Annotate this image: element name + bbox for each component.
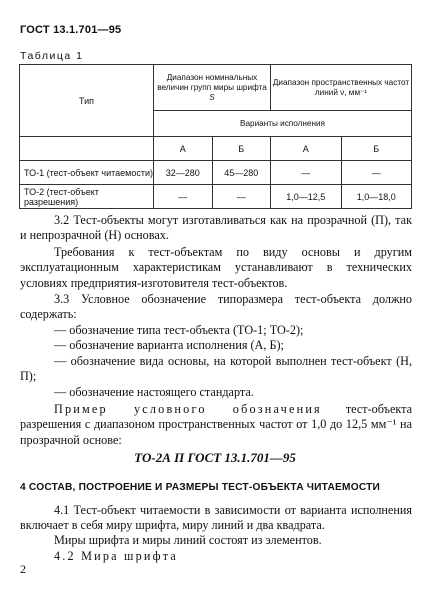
- col-header-nominal-range: [154, 65, 271, 111]
- col-header-frequency-range: Диапазон пространственных частот линий ν, мм⁻¹: [271, 65, 412, 111]
- paragraph-4-1b: Миры шрифта и миры линий состоят из элементов.: [54, 533, 322, 547]
- cell-value: 45—280: [212, 161, 271, 185]
- cell-value: 1,0—18,0: [341, 185, 412, 209]
- paragraph-requirements: Требования к тест-объектам по виду основы и другим эксплуатационным характеристикам устанавливают в технических условиях предприятия-изготовителя тест-объектов.: [20, 245, 412, 290]
- paragraph-4-1: 4.1 Тест-объект читаемости в зависимости от варианта исполнения включает в себя миру шрифта, миру линий и два квадрата.: [20, 503, 412, 533]
- variant-a-label: А: [271, 137, 342, 161]
- table-caption: Таблица 1: [20, 50, 84, 62]
- example-text: тест-объекта разрешения с диапазоном пространственных частот от 1,0 до 12,5 мм⁻¹ на прозрачной основе:: [20, 402, 412, 447]
- list-item: — обозначение типа тест-объекта (ТО-1; ТО-2);: [54, 323, 304, 337]
- designation-formula: ТО-2А П ГОСТ 13.1.701—95: [134, 450, 296, 465]
- variant-b-label: Б: [341, 137, 412, 161]
- paragraph-4-2: 4.2 Мира шрифта: [54, 549, 178, 563]
- list-item: — обозначение варианта исполнения (А, Б);: [54, 338, 284, 352]
- cell-value: —: [271, 161, 342, 185]
- list-item: — обозначение вида основы, на которой выполнен тест-объект (Н, П);: [20, 354, 412, 384]
- table-row: [20, 185, 412, 209]
- spec-table: [19, 64, 412, 209]
- nominal-range-symbol: S: [209, 92, 215, 102]
- document-code: ГОСТ 13.1.701—95: [20, 24, 122, 36]
- cell-value: 1,0—12,5: [271, 185, 342, 209]
- list-item: — обозначение настоящего стандарта.: [54, 385, 254, 399]
- paragraph-3-3: 3.3 Условное обозначение типоразмера тест-объекта должно содержать:: [20, 292, 412, 322]
- col-header-type: Тип: [20, 65, 154, 137]
- cell-value: —: [341, 161, 412, 185]
- cell-value: —: [154, 185, 213, 209]
- nominal-range-text: Диапазон номинальных величин групп миры шрифта: [157, 72, 267, 92]
- cell-value: —: [212, 185, 271, 209]
- example-lead: Пример условного обозначения: [54, 402, 322, 416]
- row-type: ТО-2 (тест-объект разрешения): [20, 185, 154, 209]
- variant-b-label: Б: [212, 137, 271, 161]
- table-row: [20, 161, 412, 185]
- row-type: ТО-1 (тест-объект читаемости): [20, 161, 154, 185]
- page-number: 2: [20, 562, 26, 576]
- paragraph-3-2: 3.2 Тест-объекты могут изготавливаться как на прозрачной (П), так и непрозрачной (Н) основах.: [20, 213, 412, 243]
- example-paragraph: [20, 402, 412, 448]
- cell-value: 32—280: [154, 161, 213, 185]
- type-subheader-empty: [20, 137, 154, 161]
- variant-a-label: А: [154, 137, 213, 161]
- section-4-heading: 4 СОСТАВ, ПОСТРОЕНИЕ И РАЗМЕРЫ ТЕСТ-ОБЪЕКТА ЧИТАЕМОСТИ: [20, 482, 381, 493]
- variants-header: Варианты исполнения: [154, 111, 412, 137]
